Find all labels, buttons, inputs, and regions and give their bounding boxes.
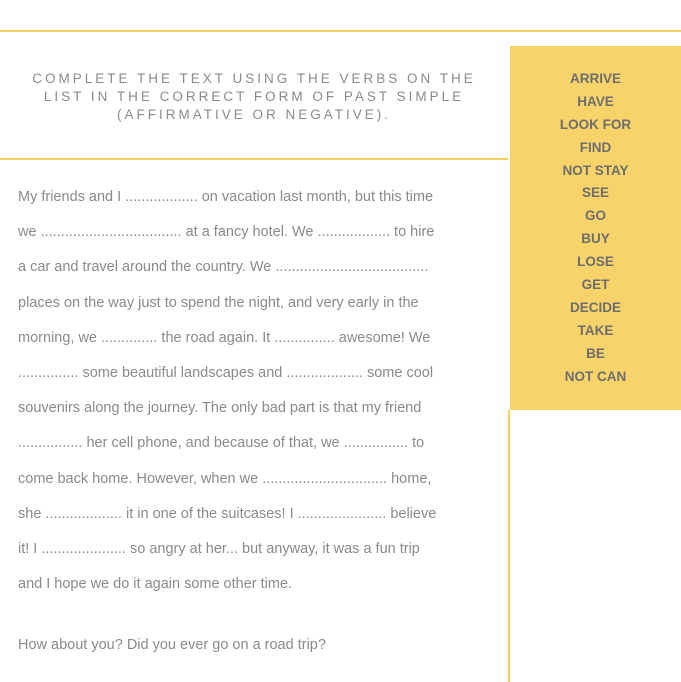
story-line: ................ her cell phone, and because of that, we ................ to: [18, 435, 425, 452]
story-line: souvenirs along the journey. The only bad part is that my friend: [18, 400, 422, 417]
story-line: a car and travel around the country. We ......................................: [18, 259, 429, 276]
header-divider: [0, 158, 508, 160]
verb-item: HAVE: [577, 93, 614, 109]
verb-item: DECIDE: [569, 299, 621, 315]
verb-item: GO: [584, 208, 606, 224]
follow-up-question: How about you? Did you ever go on a road trip?: [18, 637, 326, 653]
verb-item: ARRIVE: [569, 71, 621, 86]
verb-list-panel: [510, 46, 681, 410]
verb-item: NOT STAY: [562, 162, 629, 178]
verb-item: BUY: [581, 231, 610, 247]
top-divider: [0, 30, 681, 32]
instructions-line: LIST IN THE CORRECT FORM OF PAST SIMPLE: [43, 89, 465, 104]
verb-list: [510, 68, 681, 388]
story-line: we ................................... at a fancy hotel. We .................. to hire: [18, 224, 435, 241]
story-line: morning, we .............. the road again. It ............... awesome! We: [18, 329, 431, 346]
verb-item: SEE: [581, 185, 609, 201]
story-line: come back home. However, when we ............................... home,: [18, 470, 432, 487]
instructions-line: COMPLETE THE TEXT USING THE VERBS ON THE: [32, 71, 476, 86]
verb-item: NOT CAN: [564, 368, 627, 384]
story-line: it! I ..................... so angry at her... but anyway, it was a fun trip: [18, 540, 420, 557]
side-divider: [508, 410, 510, 682]
verb-item: FIND: [579, 139, 612, 155]
instructions-line: (AFFIRMATIVE OR NEGATIVE).: [116, 107, 391, 122]
verb-item: LOSE: [577, 254, 614, 270]
verb-item: LOOK FOR: [559, 116, 632, 132]
story-line: places on the way just to spend the night, and very early in the: [18, 294, 419, 311]
verb-item: GET: [581, 277, 610, 293]
instructions: [20, 70, 488, 124]
verb-item: BE: [586, 345, 605, 361]
story-line: My friends and I .................. on vacation last month, but this time: [18, 189, 434, 205]
story-text: [18, 180, 503, 602]
story-line: and I hope we do it again some other time.: [18, 576, 293, 593]
story-line: she ................... it in one of the suitcases! I ...................... believe: [18, 505, 437, 522]
story-line: ............... some beautiful landscapes and ................... some cool: [18, 364, 434, 381]
verb-item: TAKE: [577, 322, 614, 338]
